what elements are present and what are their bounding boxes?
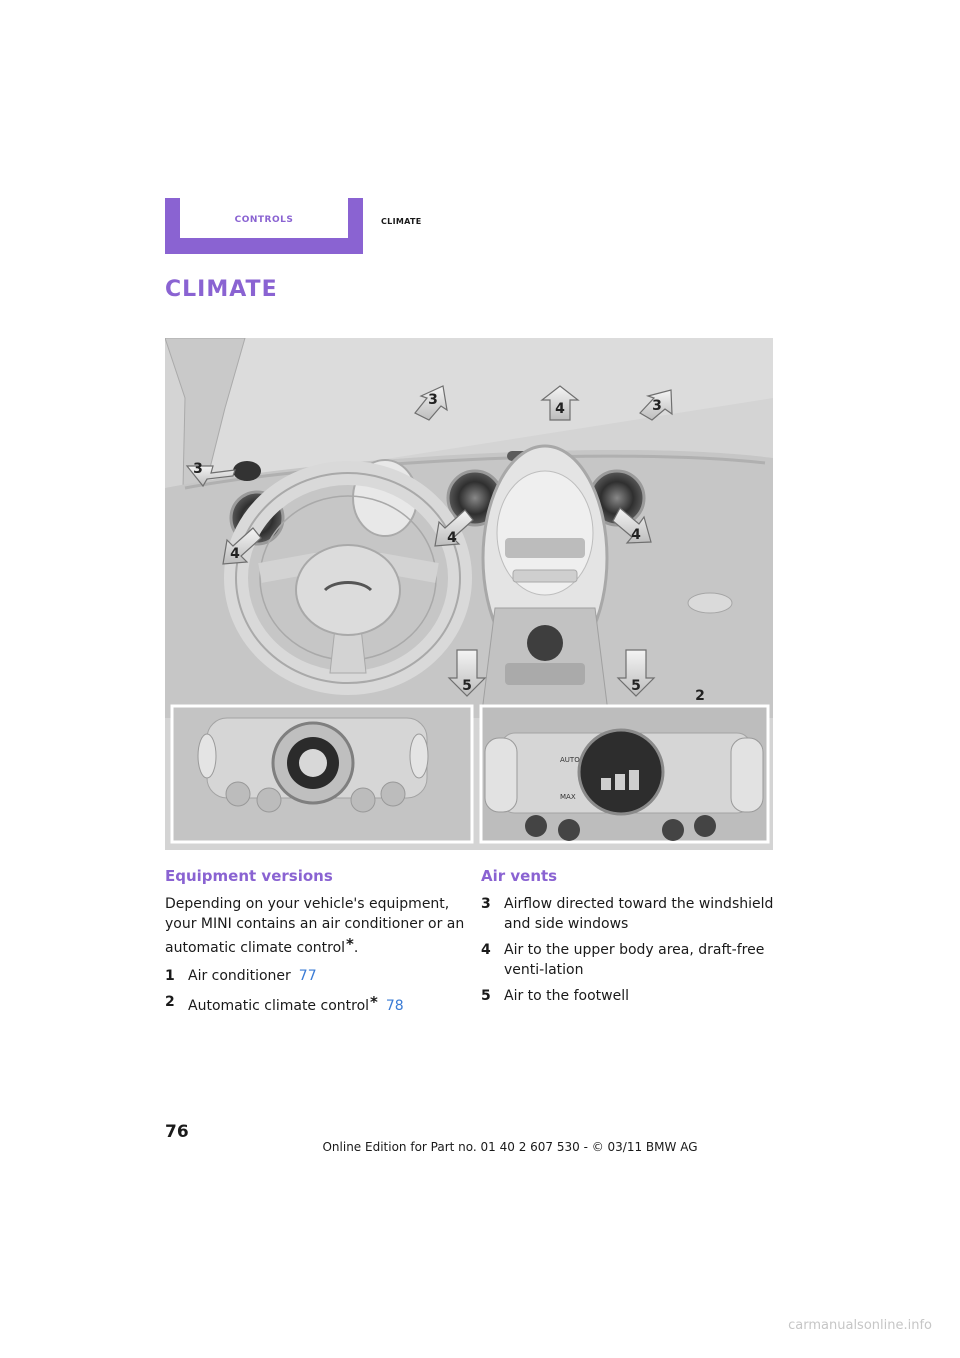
- air-vents-heading: Air vents: [481, 867, 558, 885]
- callout-4-top: 4: [555, 401, 565, 417]
- callout-2: 2: [695, 688, 705, 704]
- equipment-versions-intro: Depending on your vehicle's equipment, your MINI contains an air conditioner or an automatic climate control*.: [165, 896, 465, 956]
- page-ref-link[interactable]: 78: [385, 998, 404, 1014]
- optional-equipment-star: *: [346, 935, 354, 953]
- list-item: 2 Automatic climate control* 78: [165, 993, 404, 1014]
- page-ref-link[interactable]: 77: [298, 968, 317, 984]
- section-tab: [165, 198, 363, 254]
- list-item: 1 Air conditioner 77: [165, 968, 317, 984]
- callout-3-right: 3: [652, 398, 662, 414]
- auto-label: AUTO: [560, 756, 580, 764]
- list-item: 4 Air to the upper body area, draft-free venti-lation: [481, 942, 765, 978]
- callout-4-center-left: 4: [447, 530, 457, 546]
- callout-3-left: 3: [428, 392, 438, 408]
- equipment-versions-section: [165, 866, 465, 1022]
- air-conditioner-panel: [172, 706, 472, 842]
- callout-4-left: 4: [230, 546, 240, 562]
- section-tab-label: controls: [180, 198, 348, 238]
- automatic-climate-control-panel: [481, 706, 768, 842]
- equipment-versions-heading: Equipment versions: [165, 867, 333, 885]
- page-title: climate: [165, 266, 278, 304]
- dashboard-illustration: [165, 338, 773, 850]
- breadcrumb: climate: [381, 213, 422, 227]
- optional-equipment-star: *: [370, 993, 378, 1011]
- callout-5-right: 5: [631, 678, 641, 694]
- page-number: 76: [165, 1122, 189, 1142]
- footer-edition: Online Edition for Part no. 01 40 2 607 530 - © 03/11 BMW AG: [322, 1140, 698, 1154]
- callout-5-left: 5: [462, 678, 472, 694]
- callout-3-top-left: 3: [193, 461, 203, 477]
- list-item: 3 Airflow directed toward the windshield and side windows: [481, 896, 774, 932]
- max-label: MAX: [560, 793, 576, 801]
- list-item: 5 Air to the footwell: [481, 988, 629, 1004]
- watermark: carmanualsonline.info: [788, 1318, 932, 1333]
- air-vents-section: [481, 866, 781, 1012]
- callout-4-center-right: 4: [631, 527, 641, 543]
